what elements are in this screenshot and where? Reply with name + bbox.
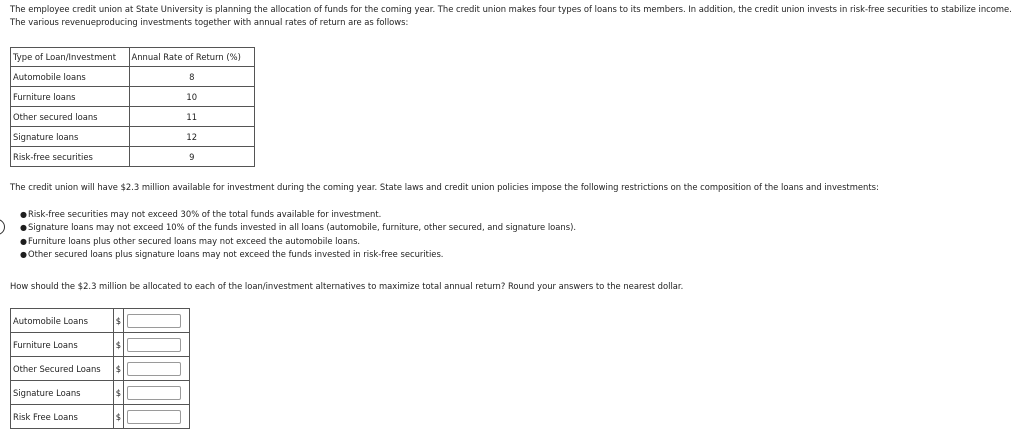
currency-symbol: $: [113, 405, 123, 429]
table-row: [11, 67, 255, 87]
restriction-text: Furniture loans plus other secured loans may not exceed the automobile loans.: [28, 235, 361, 246]
loan-type-cell: Other secured loans: [11, 107, 130, 127]
loan-type-cell: Risk-free securities: [11, 147, 130, 167]
list-item: [20, 235, 576, 248]
bullet-icon: ●: [20, 249, 27, 259]
other-secured-loans-input[interactable]: [127, 362, 181, 376]
rates-table-header-rate: Annual Rate of Return (%): [129, 48, 254, 67]
table-row: [11, 309, 190, 333]
rate-cell: 10: [129, 87, 254, 107]
rate-cell: 11: [129, 107, 254, 127]
rate-cell: 8: [129, 67, 254, 87]
loan-type-cell: Automobile loans: [11, 67, 130, 87]
currency-symbol: $: [113, 357, 123, 381]
answer-table: [10, 308, 190, 429]
rates-table-header-type: Type of Loan/Investment: [11, 48, 130, 67]
table-row: [11, 147, 255, 167]
bullet-icon: ●: [20, 236, 27, 246]
currency-symbol: $: [113, 309, 123, 333]
answer-label: Risk Free Loans: [11, 405, 114, 429]
loan-type-cell: Signature loans: [11, 127, 130, 147]
list-item: [20, 248, 576, 261]
risk-free-loans-input[interactable]: [127, 410, 181, 424]
currency-symbol: $: [113, 333, 123, 357]
table-row: [11, 107, 255, 127]
table-row: [11, 87, 255, 107]
rates-table: [10, 47, 255, 167]
answer-label: Signature Loans: [11, 381, 114, 405]
rate-cell: 9: [129, 147, 254, 167]
restrictions-list: [20, 208, 576, 261]
constraints-intro-paragraph: The credit union will have $2.3 million available for investment during the coming year. State laws and credit union policies impose the following restrictions on the composition of the loans and investments:: [10, 182, 879, 192]
loan-type-cell: Furniture loans: [11, 87, 130, 107]
rate-cell: 12: [129, 127, 254, 147]
list-item: [20, 208, 576, 221]
automobile-loans-input[interactable]: [127, 314, 181, 328]
table-row: [11, 381, 190, 405]
restriction-text: Risk-free securities may not exceed 30% of the total funds available for investment.: [28, 209, 382, 219]
table-row: [11, 357, 190, 381]
restriction-text: Signature loans may not exceed 10% of the funds invested in all loans (automobile, furniture, other secured, and signature loans).: [28, 222, 577, 233]
bullet-icon: ●: [20, 210, 27, 219]
rates-table-header-row: [11, 48, 255, 67]
intro-paragraph: The employee credit union at State University is planning the allocation of funds for the coming year. The credit union makes four types of loans to its members. In addition, the credit union invests in risk-free securities to stabilize income. The various revenueproducing investments together with annual rates of return are as follows:: [10, 4, 1012, 27]
side-bracket-mark: [0, 219, 5, 235]
answer-label: Furniture Loans: [11, 333, 114, 357]
signature-loans-input[interactable]: [127, 386, 181, 400]
bullet-icon: ●: [20, 223, 27, 233]
question-paragraph: How should the $2.3 million be allocated to each of the loan/investment alternatives to maximize total annual return? Round your answers to the nearest dollar.: [10, 281, 684, 291]
table-row: [11, 127, 255, 147]
table-row: [11, 405, 190, 429]
table-row: [11, 333, 190, 357]
answer-label: Other Secured Loans: [11, 357, 114, 381]
furniture-loans-input[interactable]: [127, 338, 181, 352]
currency-symbol: $: [113, 381, 123, 405]
restriction-text: Other secured loans plus signature loans may not exceed the funds invested in risk-free securities.: [28, 248, 444, 259]
list-item: [20, 221, 576, 234]
answer-label: Automobile Loans: [11, 309, 114, 333]
